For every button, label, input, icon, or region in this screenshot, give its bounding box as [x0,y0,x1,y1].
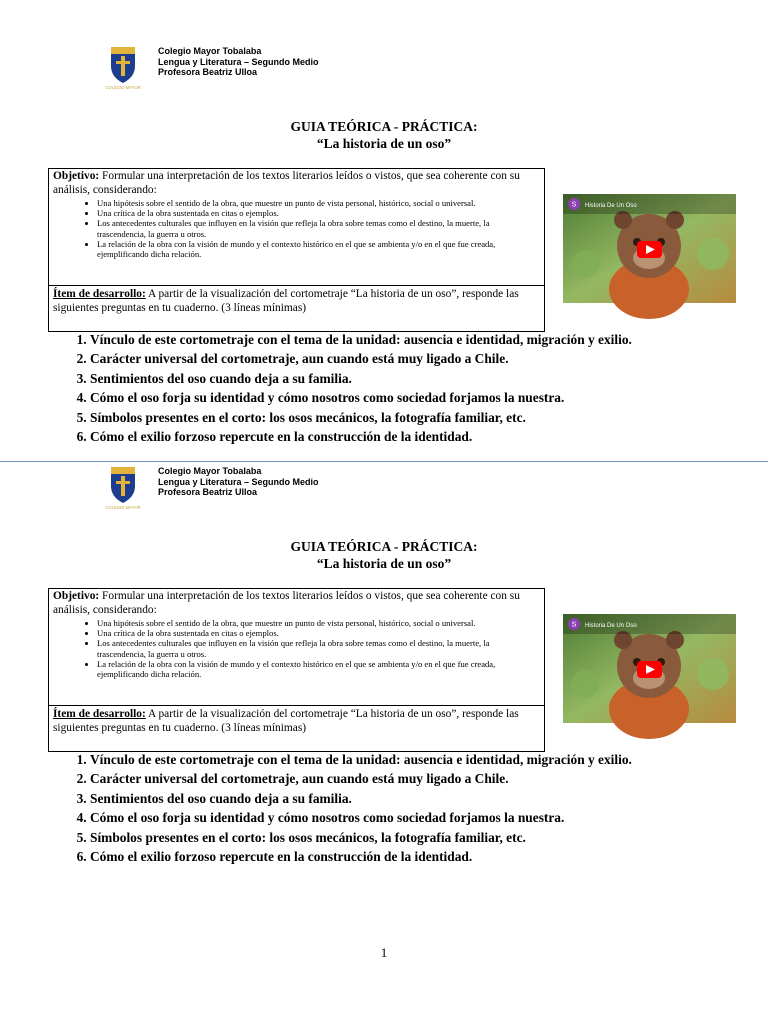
list-item: • Una crítica de la obra sustentada en citas o ejemplos. [97,628,540,638]
list-item: • La relación de la obra con la visión de mundo y el contexto histórico en el que se ambienta y/o en el que fue creada, ejemplificando dicha relación. [97,659,540,679]
play-icon[interactable] [637,661,662,678]
svg-text:COLEGIO MAYOR: COLEGIO MAYOR [105,85,141,90]
worksheet-copy-2 [0,420,768,865]
objective-bullets [53,618,540,679]
objective-label: Objetivo: [53,590,100,602]
school-name: Colegio Mayor Tobalaba [158,46,262,56]
school-header [158,46,319,78]
list-item: 4. Cómo el oso forja su identidad y cómo nosotros como sociedad forjamos la nuestra. [90,388,632,407]
list-item: 4. Cómo el oso forja su identidad y cómo nosotros como sociedad forjamos la nuestra. [90,808,632,827]
title-line-1: GUIA TEÓRICA - PRÁCTICA: [290,539,478,554]
list-item: 5. Símbolos presentes en el corto: los osos mecánicos, la fotografía familiar, etc. [90,408,632,427]
list-item: 1. Vínculo de este cortometraje con el tema de la unidad: ausencia e identidad, migración y exilio. [90,750,632,769]
development-item [49,285,544,317]
list-item: 1. Vínculo de este cortometraje con el tema de la unidad: ausencia e identidad, migración y exilio. [90,330,632,349]
objective-section [49,169,544,259]
svg-text:S: S [571,621,577,629]
teacher-name: Profesora Beatriz Ulloa [158,67,258,77]
page-number: 1 [380,945,388,960]
video-thumbnail[interactable] [563,194,736,303]
list-item: 2. Carácter universal del cortometraje, aun cuando está muy ligado a Chile. [90,769,632,788]
school-logo [105,44,141,94]
guide-title [0,538,768,572]
guide-title [0,118,768,152]
list-item: • Una hipótesis sobre el sentido de la obra, que muestre un punto de vista personal, histórico, social o universal. [97,198,540,208]
questions-list [60,750,632,866]
title-line-2: “La historia de un oso” [316,556,452,571]
list-item: 3. Sentimientos del oso cuando deja a su familia. [90,789,632,808]
item-text: A partir de la visualización del cortometraje “La historia de un oso”, responde las siguientes preguntas en tu cuaderno. (3 líneas mínimas) [53,288,519,314]
school-name: Colegio Mayor Tobalaba [158,466,262,476]
list-item: 2. Carácter universal del cortometraje, aun cuando está muy ligado a Chile. [90,349,632,368]
objective-section [49,589,544,679]
objective-label: Objetivo: [53,170,100,182]
teacher-name: Profesora Beatriz Ulloa [158,487,258,497]
list-item: • Una crítica de la obra sustentada en citas o ejemplos. [97,208,540,218]
list-item: 3. Sentimientos del oso cuando deja a su familia. [90,369,632,388]
title-line-1: GUIA TEÓRICA - PRÁCTICA: [290,119,478,134]
list-item: • Los antecedentes culturales que influyen en la visión que refleja la obra sobre temas como el destino, la muerte, la trascendencia, la guerra u otros. [97,218,540,238]
objective-bullets [53,198,540,259]
list-item: 6. Cómo el exilio forzoso repercute en la construcción de la identidad. [90,427,632,446]
list-item: • Una hipótesis sobre el sentido de la obra, que muestre un punto de vista personal, histórico, social o universal. [97,618,540,628]
svg-text:COLEGIO MAYOR: COLEGIO MAYOR [105,505,141,510]
svg-text:Historia De Un Oso: Historia De Un Oso [585,623,637,629]
svg-text:S: S [571,201,577,209]
objective-box [48,168,545,332]
title-line-2: “La historia de un oso” [316,136,452,151]
list-item: 6. Cómo el exilio forzoso repercute en la construcción de la identidad. [90,847,632,866]
list-item: 5. Símbolos presentes en el corto: los osos mecánicos, la fotografía familiar, etc. [90,828,632,847]
development-item [49,705,544,737]
item-label: Ítem de desarrollo: [53,708,146,720]
video-thumbnail[interactable] [563,614,736,723]
course-name: Lengua y Literatura – Segundo Medio [158,56,319,67]
item-text: A partir de la visualización del cortometraje “La historia de un oso”, responde las siguientes preguntas en tu cuaderno. (3 líneas mínimas) [53,708,519,734]
objective-text: Formular una interpretación de los textos literarios leídos o vistos, que sea coherente con su análisis, considerando: [53,170,520,196]
school-logo [105,464,141,514]
worksheet-copy-1 [0,0,768,445]
play-icon[interactable] [637,241,662,258]
objective-box [48,588,545,752]
school-header [158,466,319,498]
course-name: Lengua y Literatura – Segundo Medio [158,476,319,487]
list-item: • La relación de la obra con la visión de mundo y el contexto histórico en el que se ambienta y/o en el que fue creada, ejemplificando dicha relación. [97,239,540,259]
objective-text: Formular una interpretación de los textos literarios leídos o vistos, que sea coherente con su análisis, considerando: [53,590,520,616]
svg-text:Historia De Un Oso: Historia De Un Oso [585,203,637,209]
list-item: • Los antecedentes culturales que influyen en la visión que refleja la obra sobre temas como el destino, la muerte, la trascendencia, la guerra u otros. [97,638,540,658]
item-label: Ítem de desarrollo: [53,288,146,300]
